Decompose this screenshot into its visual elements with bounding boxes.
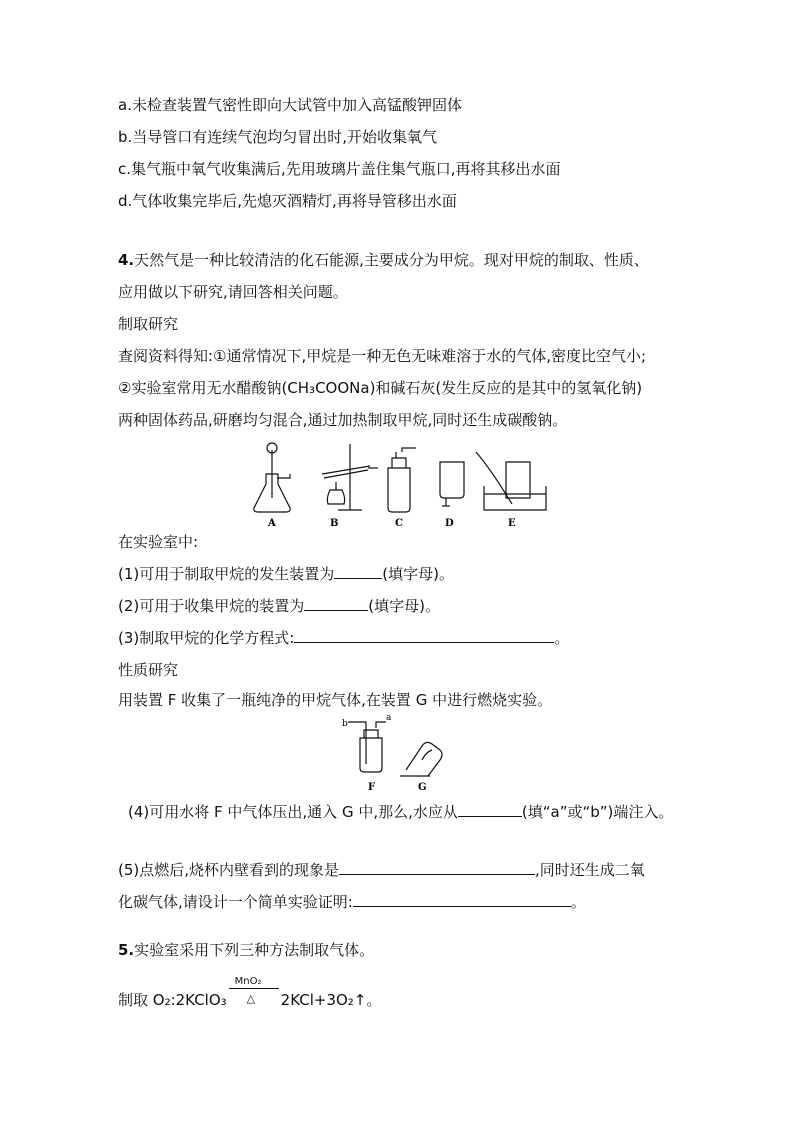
sub-question-5-line1	[118, 860, 645, 880]
port-a-label: a	[386, 713, 392, 723]
fg-figure	[340, 712, 460, 794]
label-a: A	[268, 518, 276, 528]
sub3-text: (3)制取甲烷的化学方程式:	[118, 629, 295, 647]
q5-line	[118, 940, 374, 960]
sub3-blank[interactable]	[294, 628, 554, 643]
sub-question-1	[118, 564, 454, 584]
info-line2: ②实验室常用无水醋酸钠(CH₃COONa)和碱石灰(发生反应的是其中的氢氧化钠)	[118, 379, 643, 397]
apparatus-d-bottle	[440, 462, 464, 506]
label-e: E	[508, 518, 516, 528]
apparatus-b-heating	[322, 444, 378, 510]
apparatus-c-bottle	[388, 448, 416, 512]
sub1-text: (1)可用于制取甲烷的发生装置为	[118, 565, 335, 583]
sub5-text: (5)点燃后,烧杯内壁看到的现象是	[118, 861, 340, 879]
sub2-suffix: (填字母)。	[368, 597, 440, 615]
q4-intro-line2: 应用做以下研究,请回答相关问题。	[118, 283, 348, 301]
sub5-blank-2[interactable]	[353, 892, 571, 907]
apparatus-e-trough	[476, 452, 546, 510]
sub2-text: (2)可用于收集甲烷的装置为	[118, 597, 305, 615]
label-b: B	[330, 518, 339, 528]
equation-products: 2KCl+3O₂↑。	[280, 991, 382, 1009]
label-c: C	[395, 518, 403, 528]
sub5-text-3: 化碳气体,请设计一个简单实验证明:	[118, 893, 353, 911]
port-b-label: b	[342, 719, 348, 729]
label-f: F	[368, 782, 376, 793]
sub3-suffix: 。	[554, 629, 570, 647]
sub1-suffix: (填字母)。	[382, 565, 454, 583]
sub-question-4	[128, 802, 673, 822]
info-line3: 两种固体药品,研磨均匀混合,通过加热制取甲烷,同时还生成碳酸钠。	[118, 411, 568, 429]
sub4-suffix: (填“a”或“b”)端注入。	[521, 803, 674, 821]
option-d: d.气体收集完毕后,先熄灭酒精灯,再将导管移出水面	[118, 192, 457, 210]
apparatus-a-flask	[254, 443, 290, 512]
equation-reactants: 制取 O₂:2KClO₃	[118, 991, 227, 1009]
q4-intro-line1	[118, 250, 649, 270]
apparatus-g-beaker	[400, 742, 442, 776]
equation-catalyst: MnO₂	[234, 976, 262, 987]
label-g: G	[418, 782, 427, 793]
sub-question-3	[118, 628, 569, 648]
option-b: b.当导管口有连续气泡均匀冒出时,开始收集氧气	[118, 128, 438, 146]
section-properties: 性质研究	[118, 661, 179, 679]
sub5-blank-1[interactable]	[339, 860, 535, 875]
apparatus-f-bottle	[348, 722, 386, 772]
sub1-blank[interactable]	[334, 564, 382, 579]
sub4-text: (4)可用水将 F 中气体压出,通入 G 中,那么,水应从	[128, 803, 458, 821]
q4-number: 4.	[118, 251, 135, 269]
q5-equation	[118, 976, 382, 1010]
sub5-text-2: ,同时还生成二氧	[535, 861, 645, 879]
sub-question-2	[118, 596, 440, 616]
option-a: a.未检查装置气密性即向大试管中加入高锰酸钾固体	[118, 96, 462, 114]
section-preparation: 制取研究	[118, 315, 179, 333]
equation-condition	[227, 976, 281, 1010]
sub5-suffix: 。	[570, 893, 586, 911]
apparatus-figure	[250, 438, 550, 528]
sub-question-5-line2	[118, 892, 586, 912]
sub4-blank[interactable]	[458, 802, 522, 817]
info-line1: 查阅资料得知:①通常情况下,甲烷是一种无色无味难溶于水的气体,密度比空气小;	[118, 347, 647, 365]
option-c: c.集气瓶中氧气收集满后,先用玻璃片盖住集气瓶口,再将其移出水面	[118, 160, 561, 178]
q5-number: 5.	[118, 941, 135, 959]
equation-heat-symbol: △	[246, 992, 256, 1005]
properties-line: 用装置 F 收集了一瓶纯净的甲烷气体,在装置 G 中进行燃烧实验。	[118, 691, 553, 709]
sub2-blank[interactable]	[304, 596, 368, 611]
q5-text: 实验室采用下列三种方法制取气体。	[134, 941, 375, 959]
in-lab-label: 在实验室中:	[118, 533, 199, 551]
q4-intro-text: 天然气是一种比较清洁的化石能源,主要成分为甲烷。现对甲烷的制取、性质、	[134, 251, 649, 269]
label-d: D	[445, 518, 454, 528]
